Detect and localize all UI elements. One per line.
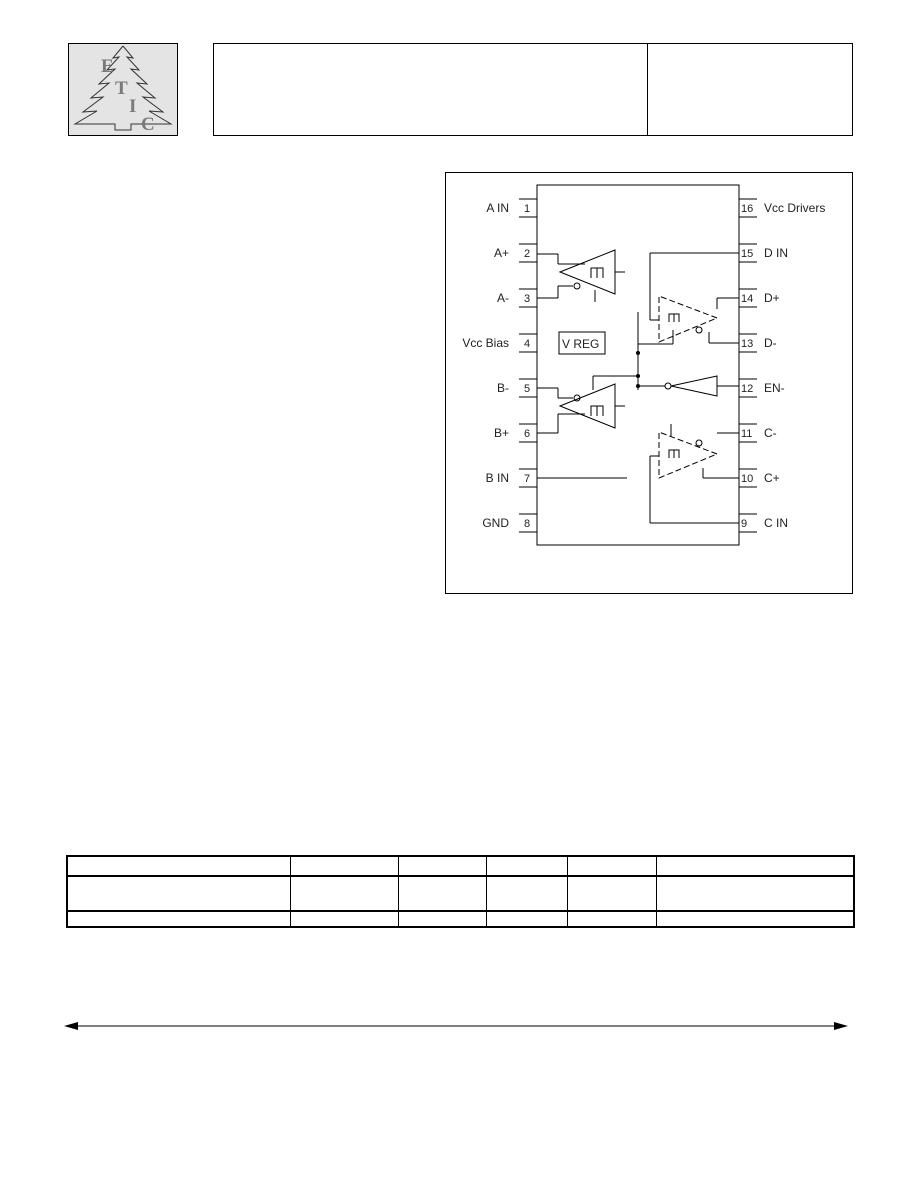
spec-table	[66, 855, 855, 928]
table-cell	[657, 912, 853, 926]
pin-label: B IN	[485, 471, 509, 485]
tree-logo-icon	[69, 44, 177, 135]
right-pin-10	[739, 469, 780, 487]
pin-number: 8	[524, 518, 531, 530]
table-cell	[399, 877, 487, 912]
table-row	[68, 877, 853, 912]
pin-label: Vcc Drivers	[764, 201, 826, 215]
table-cell	[487, 912, 568, 926]
logo-letter-t: T	[115, 78, 128, 99]
receiver-b-symbol	[537, 376, 638, 433]
right-pin-12	[739, 379, 785, 397]
company-logo	[68, 43, 178, 136]
pin-number: 12	[741, 383, 754, 395]
table-cell	[291, 877, 399, 912]
table-cell	[657, 857, 853, 877]
table-cell	[291, 857, 399, 877]
pin-diagram	[445, 172, 853, 594]
table-cell	[568, 857, 657, 877]
header-title-box	[213, 43, 853, 136]
pin-number: 10	[741, 473, 754, 485]
arrow-right-icon	[834, 1022, 848, 1030]
pin-number: 11	[741, 428, 753, 440]
left-pin-6	[494, 424, 537, 442]
header-divider	[647, 43, 648, 136]
pin-number: 9	[741, 518, 748, 530]
table-cell	[399, 912, 487, 926]
table-cell	[568, 912, 657, 926]
pin-label: A+	[493, 246, 509, 260]
right-pin-11	[739, 424, 777, 442]
right-pin-9	[739, 514, 788, 532]
table-cell	[68, 857, 291, 877]
pin-number: 14	[741, 293, 754, 305]
pin-number: 4	[524, 338, 531, 350]
pin-label: D+	[764, 291, 780, 305]
right-pin-13	[739, 334, 777, 352]
driver-c-symbol	[659, 432, 717, 478]
pin-number: 1	[524, 203, 531, 215]
logo-letter-c: C	[141, 114, 155, 135]
right-pin-16	[739, 199, 825, 217]
right-pin-15	[739, 244, 788, 262]
pin-number: 15	[741, 248, 754, 260]
left-pin-4	[462, 334, 537, 352]
pin-label: D-	[764, 336, 777, 350]
pin-label: Vcc Bias	[462, 336, 509, 350]
pin-number: 5	[524, 383, 531, 395]
table-cell	[487, 877, 568, 912]
right-pin-14	[739, 289, 780, 307]
left-pin-2	[494, 244, 537, 262]
pin-label: A-	[497, 291, 509, 305]
logo-letter-e: E	[101, 56, 114, 77]
left-pin-8	[482, 514, 537, 532]
left-pin-7	[486, 469, 537, 487]
table-row	[68, 912, 853, 926]
pin-number: 3	[524, 293, 531, 305]
pin-label: EN-	[764, 381, 785, 395]
table-cell	[291, 912, 399, 926]
enable-buffer-symbol	[638, 376, 739, 396]
receiver-a-symbol	[537, 250, 625, 302]
pin-number: 6	[524, 428, 531, 440]
pin-label: C-	[764, 426, 777, 440]
pin-number: 2	[524, 248, 531, 260]
pin-number: 13	[741, 338, 754, 350]
dimension-arrow	[60, 1016, 852, 1036]
left-pin-5	[497, 379, 537, 397]
pin-label: D IN	[764, 246, 788, 260]
left-pin-3	[497, 289, 537, 307]
pin-number: 16	[741, 203, 754, 215]
vreg-label: V REG	[562, 337, 600, 351]
pin-label: A IN	[486, 201, 509, 215]
pin-label: B-	[497, 381, 509, 395]
table-cell	[68, 877, 291, 912]
driver-d-symbol	[659, 296, 717, 342]
pin-label: C+	[764, 471, 780, 485]
left-pin-1	[486, 199, 537, 217]
pin-label: B+	[493, 426, 509, 440]
arrow-left-icon	[64, 1022, 78, 1030]
logo-letter-i: I	[129, 96, 137, 117]
table-cell	[487, 857, 568, 877]
table-cell	[657, 877, 853, 912]
pin-label: GND	[482, 516, 509, 530]
table-cell	[68, 912, 291, 926]
table-header-row	[68, 857, 853, 877]
pin-number: 7	[524, 473, 531, 485]
pin-label: C IN	[764, 516, 788, 530]
table-cell	[568, 877, 657, 912]
table-cell	[399, 857, 487, 877]
